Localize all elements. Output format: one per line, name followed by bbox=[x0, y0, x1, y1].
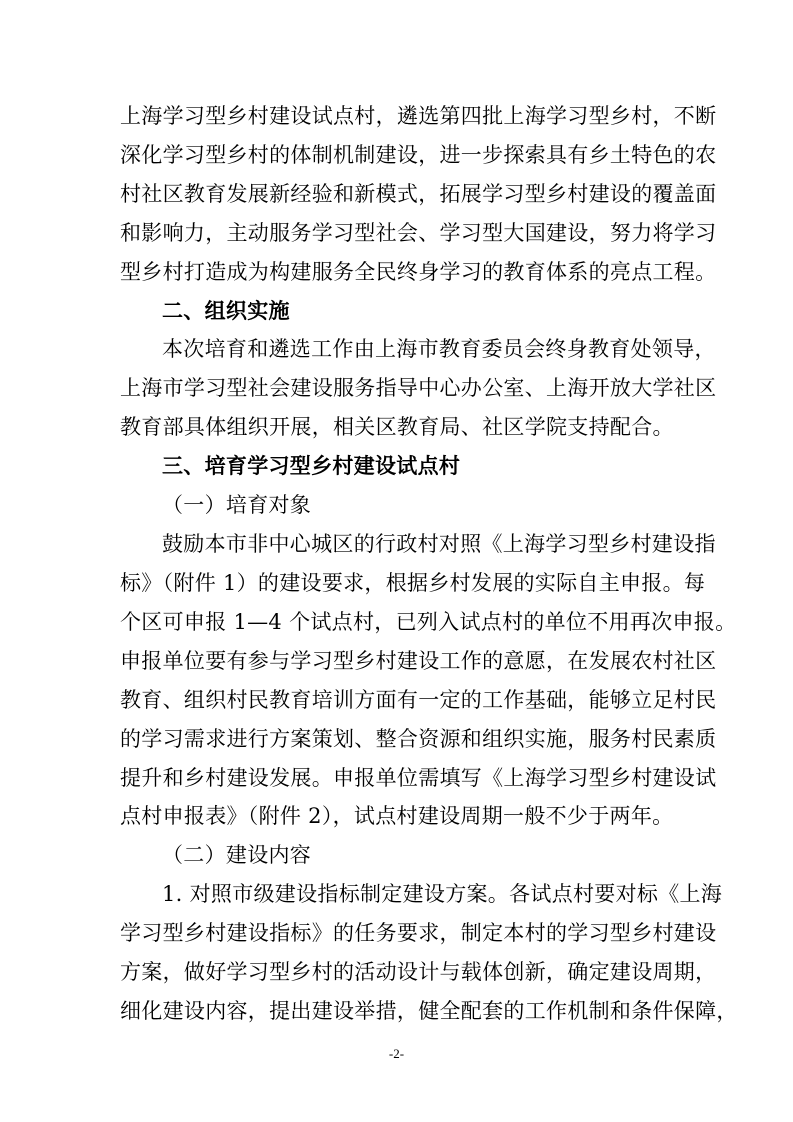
body-text-line: 1. 对照市级建设指标制定建设方案。各试点村要对标《上海 bbox=[162, 882, 723, 906]
body-text-line: 和影响力，主动服务学习型社会、学习型大国建设，努力将学习 bbox=[120, 221, 717, 245]
body-text-line: 的学习需求进行方案策划、整合资源和组织实施，服务村民素质 bbox=[120, 727, 717, 751]
section-heading: 三、培育学习型乡村建设试点村 bbox=[162, 454, 461, 478]
subsection-heading: （一）培育对象 bbox=[162, 493, 312, 517]
body-text-line: 点村申报表》（附件 2），试点村建设周期一般不少于两年。 bbox=[120, 804, 674, 828]
body-text-line: 鼓励本市非中心城区的行政村对照《上海学习型乡村建设指 bbox=[162, 532, 716, 556]
section-heading: 二、组织实施 bbox=[162, 299, 290, 323]
body-text-line: 方案，做好学习型乡村的活动设计与载体创新，确定建设周期， bbox=[120, 960, 717, 984]
body-text-line: 教育部具体组织开展，相关区教育局、社区学院支持配合。 bbox=[120, 415, 674, 439]
body-text-line: 学习型乡村建设指标》的任务要求，制定本村的学习型乡村建设 bbox=[120, 921, 717, 945]
body-text-line: 上海市学习型社会建设服务指导中心办公室、上海开放大学社区 bbox=[120, 376, 717, 400]
body-text-line: 村社区教育发展新经验和新模式，拓展学习型乡村建设的覆盖面 bbox=[120, 182, 717, 206]
body-text-line: 深化学习型乡村的体制机制建设，进一步探索具有乡土特色的农 bbox=[120, 143, 717, 167]
body-text-line: 个区可申报 1—4 个试点村，已列入试点村的单位不用再次申报。 bbox=[120, 610, 737, 634]
page-number: -2- bbox=[388, 1046, 405, 1061]
body-text-line: 细化建设内容，提出建设举措，健全配套的工作机制和条件保障， bbox=[120, 999, 738, 1023]
body-text-line: 申报单位要有参与学习型乡村建设工作的意愿，在发展农村社区 bbox=[120, 649, 717, 673]
body-text-line: 教育、组织村民教育培训方面有一定的工作基础，能够立足村民 bbox=[120, 688, 717, 712]
body-text-line: 提升和乡村建设发展。申报单位需填写《上海学习型乡村建设试 bbox=[120, 766, 717, 790]
body-text-line: 上海学习型乡村建设试点村，遴选第四批上海学习型乡村，不断 bbox=[120, 104, 717, 128]
body-text-line: 本次培育和遴选工作由上海市教育委员会终身教育处领导， bbox=[162, 337, 716, 361]
body-text-line: 型乡村打造成为构建服务全民终身学习的教育体系的亮点工程。 bbox=[120, 260, 717, 284]
body-text-line: 标》（附件 1）的建设要求，根据乡村发展的实际自主申报。每 bbox=[120, 571, 706, 595]
subsection-heading: （二）建设内容 bbox=[162, 843, 312, 867]
